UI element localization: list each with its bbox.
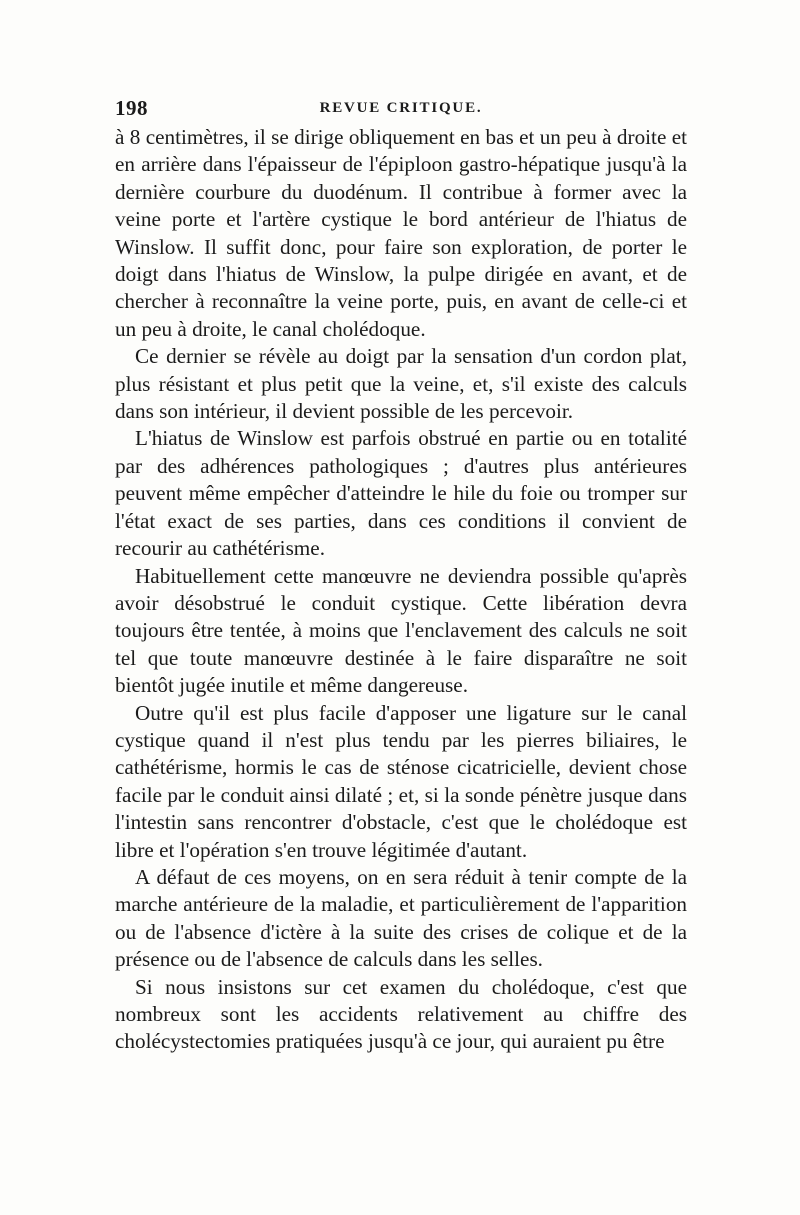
paragraph: Outre qu'il est plus facile d'apposer une ligature sur le canal cystique quand il n'est plus tendu par les pierres biliaires, le cathétérisme, hormis le cas de sténose cicatricielle, devient chose facile par le conduit ainsi dilaté ; et, si la sonde pénètre jusque dans l'intestin sans rencontrer d'obstacle, c'est que le cholédoque est libre et l'opération s'en trouve légitimée d'autant. [115,700,687,862]
running-title: REVUE CRITIQUE. [319,100,483,116]
paragraph: L'hiatus de Winslow est parfois obstrué en partie ou en totalité par des adhérences pathologiques ; d'autres plus antérieures peuvent même empêcher d'atteindre le hile du foie ou tromper sur l'état exact de ses parties, dans ces conditions il convient de recourir au cathétérisme. [115,426,687,561]
paragraph: Habituellement cette manœuvre ne deviendra possible qu'après avoir désobstrué le conduit cystique. Cette libération devra toujours être tentée, à moins que l'enclavement des calculs ne soit tel que toute manœuvre destinée à le faire disparaître ne soit bientôt jugée inutile et même dangereuse. [115,563,687,698]
page-header [115,96,687,126]
paragraph: à 8 centimètres, il se dirige obliquement en bas et un peu à droite et en arrière dans l'épaisseur de l'épiploon gastro-hépatique jusqu'à la dernière courbure du duodénum. Il contribue à former avec la veine porte et l'artère cystique le bord antérieur de l'hiatus de Winslow. Il suffit donc, pour faire son exploration, de porter le doigt dans l'hiatus de Winslow, la pulpe dirigée en avant, et de chercher à reconnaître la veine porte, puis, en avant de celle-ci et un peu à droite, le canal cholédoque. [115,125,687,341]
paragraph: Ce dernier se révèle au doigt par la sensation d'un cordon plat, plus résistant et plus petit que la veine, et, s'il existe des calculs dans son intérieur, il devient possible de les percevoir. [115,344,687,424]
page-number: 198 [115,96,148,120]
body-text [115,124,687,1056]
paragraph: Si nous insistons sur cet examen du cholédoque, c'est que nombreux sont les accidents relativement au chiffre des cholécystectomies pratiquées jusqu'à ce jour, qui auraient pu être [115,974,687,1054]
paragraph: A défaut de ces moyens, on en sera réduit à tenir compte de la marche antérieure de la maladie, et particulièrement de l'apparition ou de l'absence d'ictère à la suite des crises de colique et de la présence ou de l'absence de calculs dans les selles. [115,864,687,972]
